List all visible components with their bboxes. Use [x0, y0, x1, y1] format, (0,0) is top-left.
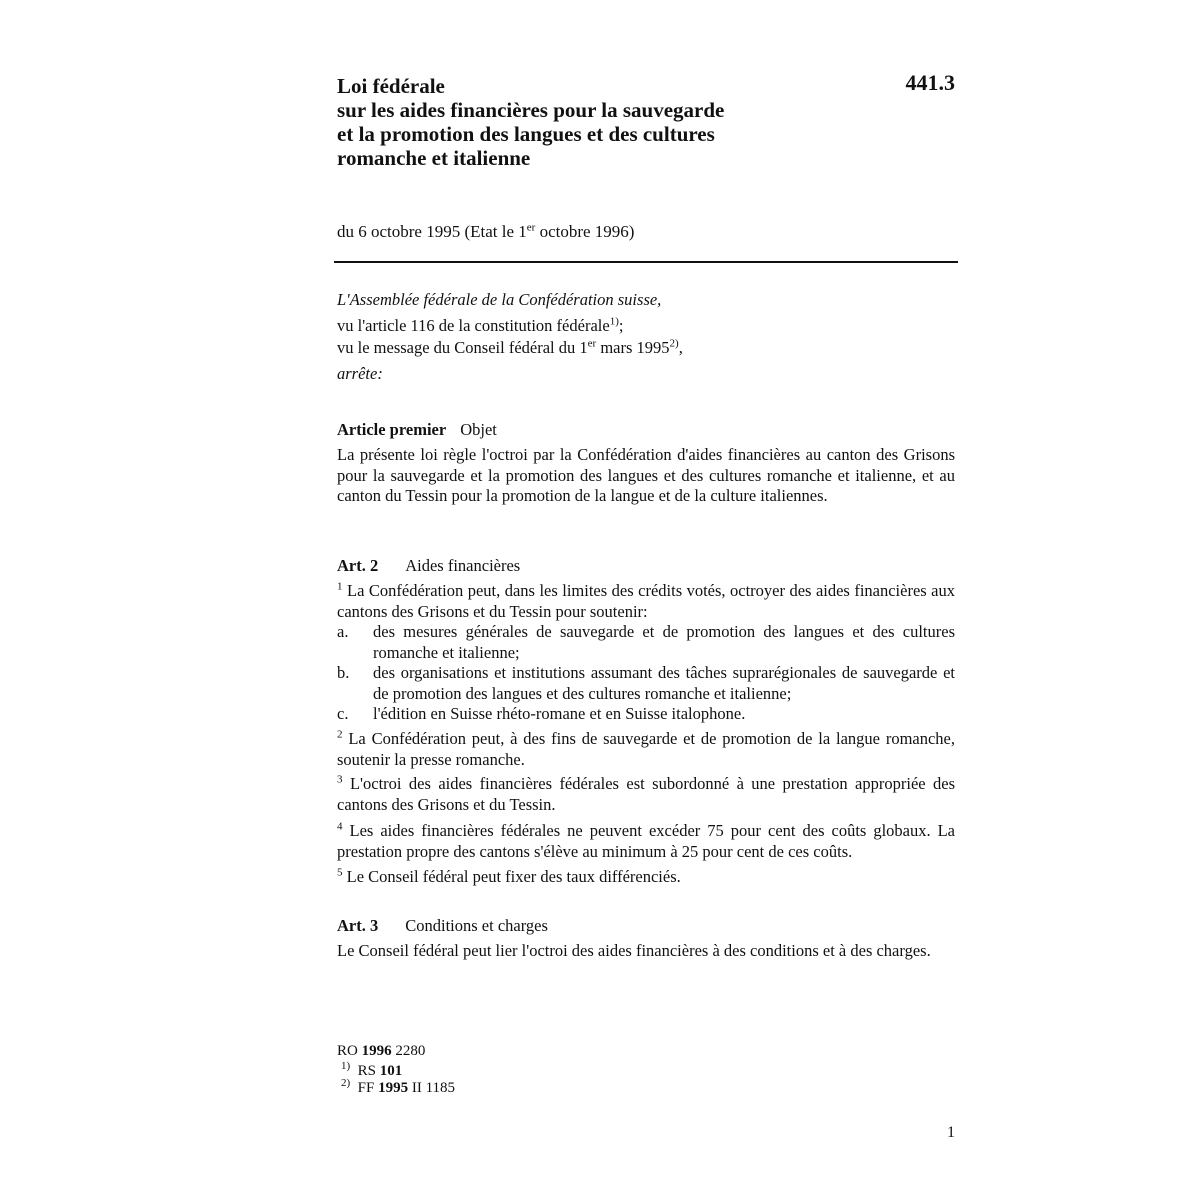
preamble-message-text: vu le message du Conseil fédéral du 1 — [337, 338, 588, 357]
art2-para-4 — [337, 821, 955, 862]
footnote-ref-1[interactable]: 1) — [609, 315, 619, 328]
footnote-ref-2[interactable]: 2) — [669, 337, 679, 350]
footnote-prefix: FF — [357, 1080, 379, 1096]
title-line: romanche et italienne — [337, 146, 531, 170]
date-prefix: du 6 octobre 1995 (Etat le 1 — [337, 222, 527, 241]
footnote-mark: 1) — [341, 1060, 351, 1072]
art3-title: Conditions et charges — [405, 916, 548, 935]
preamble-decree: arrête: — [337, 364, 383, 383]
para-number: 1 — [337, 580, 343, 593]
title-line: Loi fédérale — [337, 74, 445, 98]
art2-para-5-text: Le Conseil fédéral peut fixer des taux différenciés. — [346, 867, 681, 886]
art1-heading — [337, 419, 497, 440]
art2-para-3 — [337, 774, 955, 815]
art1-number: Article premier — [337, 420, 447, 439]
preamble-message-date: mars 1995 — [596, 338, 670, 357]
footnote-prefix: RS — [357, 1063, 380, 1079]
date-sup: er — [526, 221, 536, 234]
art2-number: Art. 2 — [337, 556, 379, 575]
preamble-assembly: L'Assemblée fédérale de la Confédération suisse, — [337, 290, 662, 309]
footnote-suffix: II 1185 — [408, 1080, 456, 1096]
preamble-message — [337, 338, 683, 359]
date-suffix: octobre 1996) — [535, 222, 635, 241]
para-number: 2 — [337, 728, 343, 741]
footnote-mark: 2) — [341, 1077, 351, 1089]
header-rule — [334, 261, 958, 263]
footnote-1 — [341, 1060, 403, 1080]
list-item — [337, 622, 955, 663]
ro-prefix: RO — [337, 1043, 362, 1059]
art1-text: La présente loi règle l'octroi par la Confédération d'aides financières au canton des Grisons pour la sauvegarde et la promotion des langues et des cultures romanche et italienne, et au canton du Tessin pour la promotion de la langue et de la culture italiennes. — [337, 445, 955, 505]
art2-para-3-text: L'octroi des aides financières fédérales est subordonné à une prestation appropriée des cantons des Grisons et du Tessin. — [337, 774, 956, 814]
art2-para-2 — [337, 729, 955, 770]
list-item-label: a. — [337, 622, 349, 641]
list-item-text: des organisations et institutions assumant des tâches suprarégionales de sauvegarde et de promotion des langues et des cultures romanche et italienne; — [373, 663, 955, 703]
ro-year: 1996 — [361, 1043, 392, 1059]
art3-text: Le Conseil fédéral peut lier l'octroi des aides financières à des conditions et à des charges. — [337, 941, 931, 960]
sr-number: 441.3 — [905, 70, 955, 95]
list-item — [337, 663, 955, 704]
ro-page: 2280 — [391, 1043, 426, 1059]
art3-heading — [337, 915, 548, 936]
footnote-year: 1995 — [378, 1080, 409, 1096]
art2-para-1 — [337, 581, 955, 622]
law-date — [337, 221, 634, 243]
punct: ; — [618, 316, 624, 335]
para-number: 3 — [337, 773, 343, 786]
list-item-label: b. — [337, 663, 350, 682]
list-item-label: c. — [337, 704, 349, 723]
art2-heading — [337, 555, 520, 576]
art2-para-1-text: La Confédération peut, dans les limites des crédits votés, octroyer des aides financières aux cantons des Grisons et du Tessin pour soutenir: — [337, 581, 955, 621]
art3-number: Art. 3 — [337, 916, 379, 935]
footnote-number: 101 — [379, 1063, 403, 1079]
law-title — [337, 74, 797, 170]
title-line: et la promotion des langues et des cultures — [337, 122, 715, 146]
ro-reference — [337, 1043, 425, 1060]
art2-para-5 — [337, 867, 955, 888]
preamble-constitution-text: vu l'article 116 de la constitution fédérale — [337, 316, 610, 335]
punct: , — [678, 338, 683, 357]
art2-title: Aides financières — [405, 556, 521, 575]
ordinal-sup: er — [587, 337, 597, 350]
art2-para-2-text: La Confédération peut, à des fins de sauvegarde et de promotion de la langue romanche, soutenir la presse romanche. — [337, 729, 956, 769]
preamble-constitution — [337, 316, 623, 337]
page-number: 1 — [947, 1124, 955, 1141]
list-item — [337, 704, 955, 725]
para-number: 5 — [337, 866, 343, 879]
title-line: sur les aides financières pour la sauvegarde — [337, 98, 725, 122]
art2-para-4-text: Les aides financières fédérales ne peuvent excéder 75 pour cent des coûts globaux. La prestation propre des cantons s'élève au minimum à 25 pour cent de ces coûts. — [337, 821, 956, 861]
para-number: 4 — [337, 820, 343, 833]
footnote-2 — [341, 1077, 456, 1097]
art1-title: Objet — [460, 420, 497, 439]
list-item-text: des mesures générales de sauvegarde et de promotion des langues et des cultures romanche et italienne; — [373, 622, 955, 662]
list-item-text: l'édition en Suisse rhéto-romane et en Suisse italophone. — [373, 704, 746, 723]
